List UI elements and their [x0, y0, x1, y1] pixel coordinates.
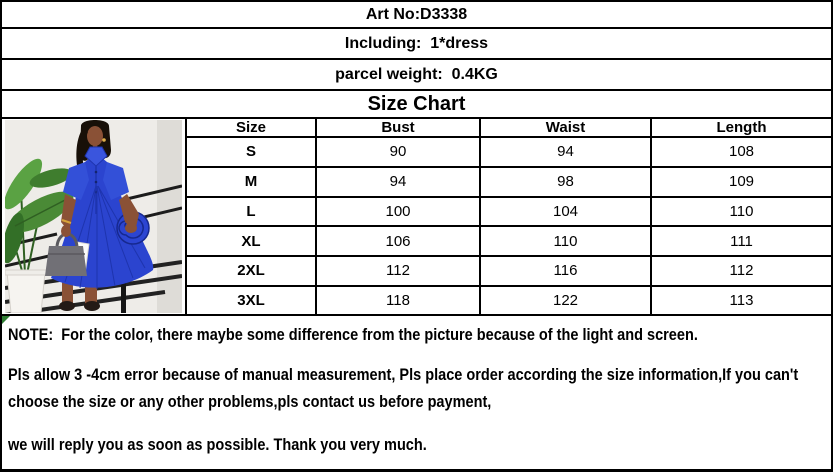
length-cell: 111 — [651, 226, 831, 256]
table-row — [186, 197, 831, 227]
earring — [102, 138, 106, 142]
waist-cell: 122 — [480, 286, 651, 314]
art-no-text: Art No:D3338 — [365, 5, 468, 23]
waist-cell: 94 — [480, 137, 651, 167]
left-hand — [61, 225, 71, 237]
size-cell: XL — [186, 226, 316, 256]
waist-cell: 116 — [480, 256, 651, 286]
size-table — [185, 119, 831, 314]
column-header-bust: Bust — [316, 119, 480, 137]
bust-cell: 106 — [316, 226, 480, 256]
length-cell: 108 — [651, 137, 831, 167]
bust-cell: 94 — [316, 167, 480, 197]
size-cell: S — [186, 137, 316, 167]
product-photo — [5, 120, 182, 313]
table-row — [186, 286, 831, 314]
parcel-weight-row — [2, 60, 831, 91]
bust-cell: 100 — [316, 197, 480, 227]
length-cell: 109 — [651, 167, 831, 197]
length-cell: 112 — [651, 256, 831, 286]
column-header-waist: Waist — [480, 119, 651, 137]
plant-pot — [5, 270, 47, 313]
bust-cell: 118 — [316, 286, 480, 314]
note-line-error: Pls allow 3 -4cm error because of manual measurement, Pls place order according the size information,If you can't — [8, 366, 799, 384]
size-cell: M — [186, 167, 316, 197]
waist-cell: 104 — [480, 197, 651, 227]
waist-cell: 98 — [480, 167, 651, 197]
main-area — [2, 119, 831, 316]
notes-section — [2, 316, 831, 469]
note-line-color: NOTE: For the color, there maybe some difference from the picture because of the light and screen. — [8, 326, 698, 344]
photo-cell — [2, 119, 185, 314]
table-row — [186, 256, 831, 286]
size-cell: L — [186, 197, 316, 227]
size-chart-title-row — [2, 91, 831, 119]
parcel-weight-text: parcel weight: 0.4KG — [335, 65, 498, 83]
bust-cell: 112 — [316, 256, 480, 286]
including-row — [2, 29, 831, 60]
table-row — [186, 226, 831, 256]
size-cell: 3XL — [186, 286, 316, 314]
table-row — [186, 167, 831, 197]
column-header-length: Length — [651, 119, 831, 137]
length-cell: 110 — [651, 197, 831, 227]
art-no-row — [2, 2, 831, 29]
size-cell: 2XL — [186, 256, 316, 286]
waist-cell: 110 — [480, 226, 651, 256]
table-row — [186, 137, 831, 167]
bust-cell: 90 — [316, 137, 480, 167]
including-text: Including: 1*dress — [344, 34, 489, 52]
size-chart-title: Size Chart — [367, 92, 466, 115]
column-header-size: Size — [186, 119, 316, 137]
note-line-contact: choose the size or any other problems,pls contact us before payment, — [8, 393, 492, 411]
length-cell: 113 — [651, 286, 831, 314]
table-header-row — [186, 119, 831, 137]
note-line-thanks: we will reply you as soon as possible. Thank you very much. — [8, 436, 427, 454]
